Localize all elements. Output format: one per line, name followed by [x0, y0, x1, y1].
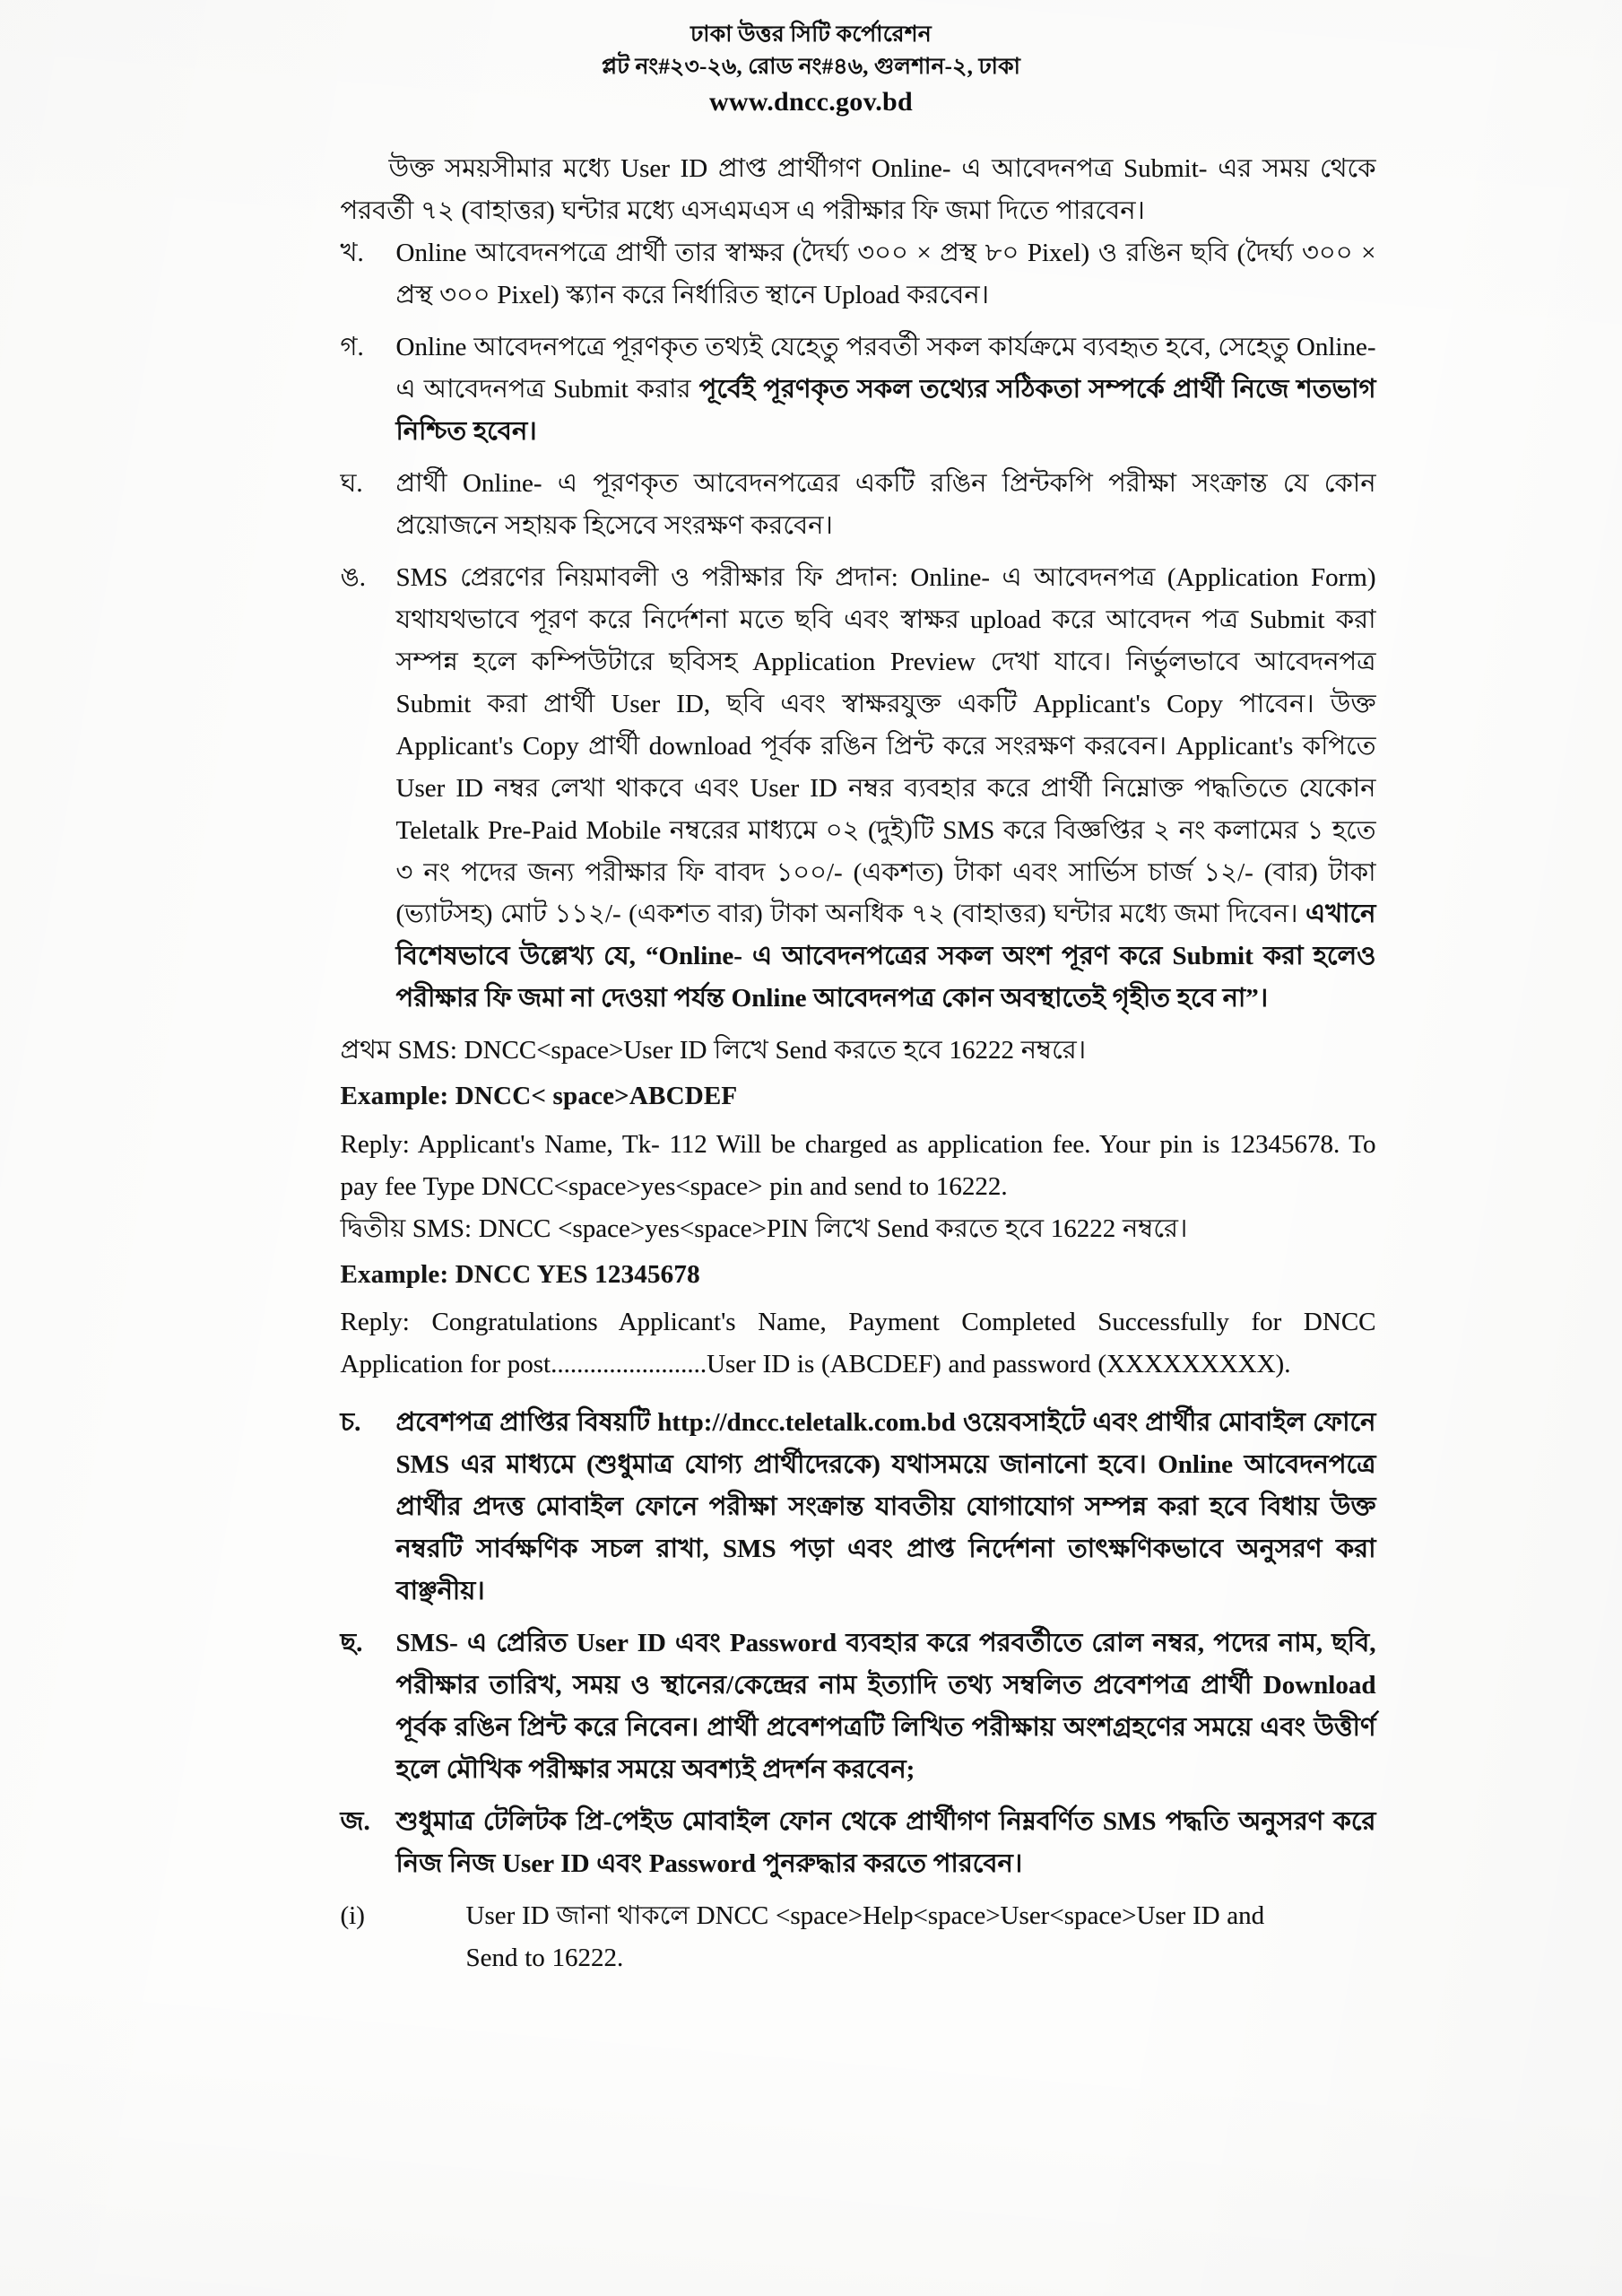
sub-list-marker: (i) — [340, 1900, 365, 1930]
sms-rules-emphasis-quote: “Online- এ আবেদনপত্রের সকল অংশ পূরণ করে Submit করা হলেও পরীক্ষার ফি জমা না দেওয়া পর্যন্ত Online আবেদনপত্র কোন অবস্থাতেই গৃহীত হবে না”। — [395, 942, 1376, 1013]
list-item-cha — [341, 1402, 1376, 1613]
list-item-text-emphasis: পূর্বেই পূরণকৃত সকল তথ্যের সঠিকতা সম্পর্কে প্রার্থী নিজে শতভাগ নিশ্চিত হবেন। — [395, 374, 1376, 446]
list-marker: চ. — [340, 1407, 361, 1437]
list-item-ja — [341, 1801, 1376, 1885]
list-item-text-lead: Online আবেদনপত্রে পূরণকৃত তথ্যই যেহেতু পরবর্তী সকল কার্যক্রমে ব্যবহৃত হবে, সেহেতু Online- এ আবেদনপত্র Submit করার — [395, 332, 1376, 404]
admit-card-info-text — [396, 1402, 1376, 1613]
list-item-gha — [341, 463, 1376, 547]
list-marker: গ. — [340, 332, 364, 361]
admit-card-download-text: SMS- এ প্রেরিত User ID এবং Password ব্যবহার করে পরবর্তীতে রোল নম্বর, পদের নাম, ছবি, পরীক্ষার তারিখ, সময় ও স্থানের/কেন্দ্রের নাম ইত্যাদি তথ্য সম্বলিত প্রবেশপত্র প্রার্থী Download পূর্বক রঙিন প্রিন্ট করে নিবেন। প্রার্থী প্রবেশপত্রটি লিখিত পরীক্ষায় অংশগ্রহণের সময়ে এবং উত্তীর্ণ হলে মৌখিক পরীক্ষার সময়ে অবশ্যই প্রদর্শন করবেন; — [395, 1628, 1376, 1784]
list-item-kha — [341, 232, 1376, 317]
teletalk-url[interactable]: http://dncc.teletalk.com.bd — [657, 1407, 956, 1437]
recover-credentials-text: শুধুমাত্র টেলিটক প্রি-পেইড মোবাইল ফোন থেকে প্রার্থীগণ নিম্নবর্ণিত SMS পদ্ধতি অনুসরণ করে নিজ নিজ User ID এবং Password পুনরুদ্ধার করতে পারবেন। — [395, 1806, 1376, 1878]
list-marker: ঘ. — [340, 468, 363, 498]
organization-website: www.dncc.gov.bd — [708, 87, 914, 117]
list-item-uo-sms-rules — [341, 557, 1376, 1021]
intro-paragraph: উক্ত সময়সীমার মধ্যে User ID প্রাপ্ত প্রার্থীগণ Online- এ আবেদনপত্র Submit- এর সময় থেকে পরবর্তী ৭২ (বাহাত্তর) ঘন্টার মধ্যে এসএমএস এ পরীক্ষার ফি জমা দিতে পারবেন। — [340, 154, 1376, 225]
second-sms-instruction: দ্বিতীয় SMS: DNCC <space>yes<space>PIN লিখে Send করতে হবে 16222 নম্বরে। — [340, 1213, 1188, 1243]
organization-name: ঢাকা উত্তর সিটি কর্পোরেশন — [690, 22, 932, 47]
recover-userid-sms-line2: Send to 16222. — [465, 1943, 624, 1972]
admit-card-info-tail: ওয়েবসাইটে এবং প্রার্থীর মোবাইল ফোনে SMS এর মাধ্যমে (শুধুমাত্র যোগ্য প্রার্থীদেরকে) যথাসময়ে জানানো হবে। Online আবেদনপত্রে প্রার্থীর প্রদত্ত মোবাইল ফোনে পরীক্ষা সংক্রান্ত যাবতীয় যোগাযোগ সম্পন্ন করা হবে বিধায় উক্ত নম্বরটি সার্বক্ষণিক সচল রাখা, SMS পড়া এবং প্রাপ্ত নির্দেশনা তাৎক্ষণিকভাবে অনুসরণ করা বাঞ্ছনীয়। — [395, 1407, 1376, 1605]
admit-card-info-lead: প্রবেশপত্র প্রাপ্তির বিষয়টি — [395, 1407, 658, 1437]
first-sms-example: Example: DNCC< space>ABCDEF — [340, 1082, 738, 1111]
sms-rules-emphasis-lead: এখানে বিশেষভাবে উল্লেখ্য যে, — [395, 900, 1376, 971]
notice-body — [247, 117, 1376, 1979]
organization-address: প্লট নং#২৩-২৬, রোড নং#৪৬, গুলশান-২, ঢাকা — [601, 55, 1021, 79]
list-item-text — [396, 326, 1376, 453]
list-marker: খ. — [340, 238, 364, 267]
list-marker: ছ. — [340, 1628, 363, 1657]
recover-userid-sms-line1: User ID জানা থাকলে DNCC <space>Help<space>User<space>User ID and — [465, 1900, 1265, 1930]
list-item-text: Online আবেদনপত্রে প্রার্থী তার স্বাক্ষর (দৈর্ঘ্য ৩০০ × প্রস্থ ৮০ Pixel) ও রঙিন ছবি (দৈর্ঘ্য ৩০০ × প্রস্থ ৩০০ Pixel) স্ক্যান করে নির্ধারিত স্থানে Upload করবেন। — [395, 238, 1376, 309]
sms-rules-body: SMS প্রেরণের নিয়মাবলী ও পরীক্ষার ফি প্রদান: Online- এ আবেদনপত্র (Application Form) যথাযথভাবে পূরণ করে নির্দেশনা মতে ছবি এবং স্বাক্ষর upload করে আবেদন পত্র Submit করা সম্পন্ন হলে কম্পিউটারে ছবিসহ Application Preview দেখা যাবে। নির্ভুলভাবে আবেদনপত্র Submit করা প্রার্থী User ID, ছবি এবং স্বাক্ষরযুক্ত একটি Applicant's Copy পাবেন। উক্ত Applicant's Copy প্রার্থী download পূর্বক রঙিন প্রিন্ট করে সংরক্ষণ করবেন। Applicant's কপিতে User ID নম্বর লেখা থাকবে এবং User ID নম্বর ব্যবহার করে প্রার্থী নিম্নোক্ত পদ্ধতিতে যেকোন Teletalk Pre-Paid Mobile নম্বরের মাধ্যমে ০২ (দুই)টি SMS করে বিজ্ঞপ্তির ২ নং কলামের ১ হতে ৩ নং পদের জন্য পরীক্ষার ফি বাবদ ১০০/- (একশত) টাকা এবং সার্ভিস চার্জ ১২/- (বার) টাকা (ভ্যাটসহ) মোট ১১২/- (একশত বার) টাকা অনধিক ৭২ (বাহাত্তর) ঘন্টার মধ্যে জমা দিবেন। — [395, 562, 1376, 929]
first-sms-reply: Reply: Applicant's Name, Tk- 112 Will be charged as application fee. Your pin is 12345678. To pay fee Type DNCC<space>yes<space> pin and send to 16222. — [340, 1129, 1376, 1201]
letterhead — [0, 0, 1622, 117]
list-item-text: প্রার্থী Online- এ পূরণকৃত আবেদনপত্রের একটি রঙিন প্রিন্টকপি পরীক্ষা সংক্রান্ত যে কোন প্রয়োজনে সহায়ক হিসেবে সংরক্ষণ করবেন। — [395, 468, 1376, 540]
list-item-chha — [341, 1622, 1376, 1791]
list-item-ga — [341, 326, 1376, 453]
sms-steps-block — [341, 1030, 1376, 1386]
sms-rules-text — [396, 557, 1376, 1021]
sub-list-item-text — [466, 1895, 1376, 1979]
second-sms-reply: Reply: Congratulations Applicant's Name, Payment Completed Successfully for DNCC Application for post........................User ID is (ABCDEF) and password (XXXXXXXXX). — [340, 1308, 1376, 1378]
list-marker: ঙ. — [340, 562, 367, 592]
second-sms-example: Example: DNCC YES 12345678 — [340, 1259, 700, 1289]
first-sms-instruction: প্রথম SMS: DNCC<space>User ID লিখে Send করতে হবে 16222 নম্বরে। — [340, 1036, 1087, 1065]
sub-list-item-i — [341, 1895, 1376, 1979]
list-marker: জ. — [340, 1806, 370, 1836]
